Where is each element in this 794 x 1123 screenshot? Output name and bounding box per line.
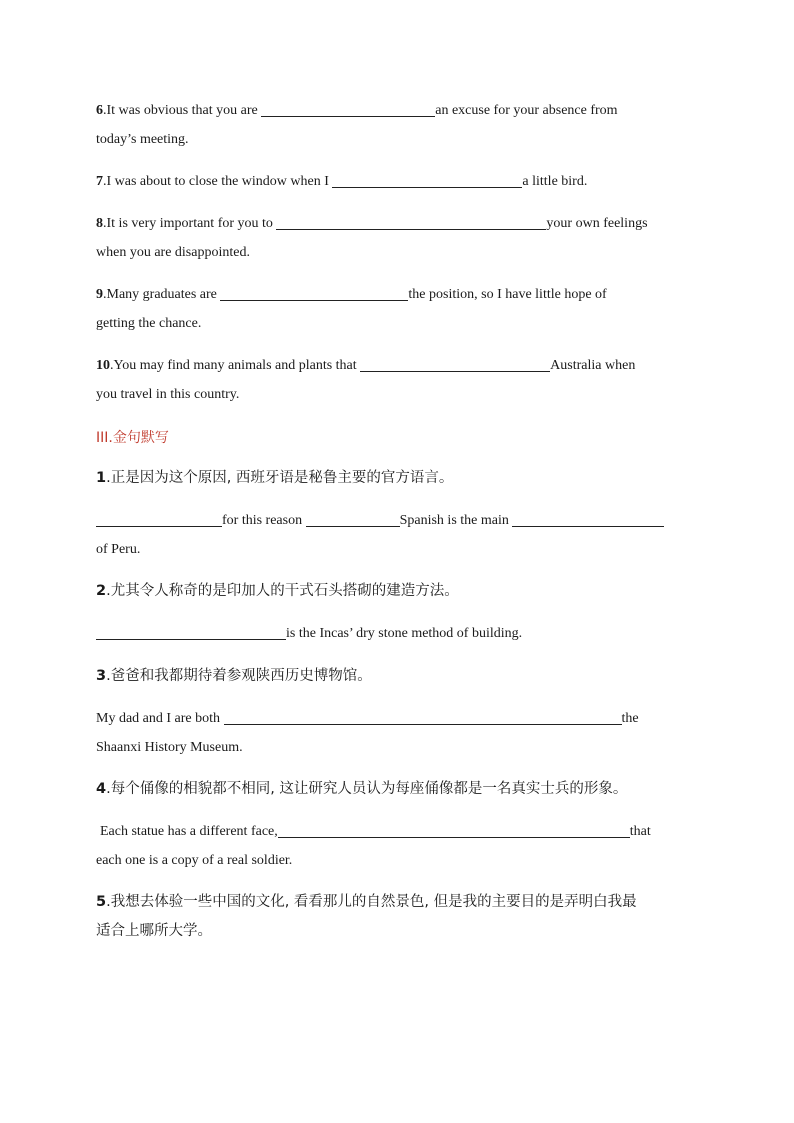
- answer-blank[interactable]: [278, 823, 630, 838]
- answer-text: of Peru.: [96, 542, 141, 557]
- question-9: [96, 286, 607, 304]
- sentence-5-prompt-cont: [96, 922, 212, 940]
- question-9-cont: [96, 315, 201, 333]
- section-title: III.金句默写: [96, 430, 169, 446]
- sentence-number: 1: [96, 470, 107, 486]
- question-text: .You may find many animals and plants that: [110, 358, 361, 373]
- chinese-prompt: .爸爸和我都期待着参观陕西历史博物馆。: [106, 668, 372, 684]
- question-8: [96, 215, 648, 233]
- answer-blank[interactable]: [224, 710, 622, 725]
- question-text: getting the chance.: [96, 316, 202, 331]
- chinese-prompt: .我想去体验一些中国的文化, 看看那儿的自然景色, 但是我的主要目的是弄明白我最: [106, 894, 637, 910]
- question-number: 7: [96, 174, 103, 189]
- chinese-prompt: .尤其令人称奇的是印加人的干式石头搭砌的建造方法。: [106, 583, 459, 599]
- question-text: .It was obvious that you are: [103, 103, 262, 118]
- answer-text: Shaanxi History Museum.: [96, 740, 243, 755]
- sentence-number: 2: [96, 583, 107, 599]
- sentence-number: 4: [96, 781, 107, 797]
- question-8-cont: [96, 244, 250, 262]
- answer-blank[interactable]: [96, 512, 222, 527]
- answer-text: that: [629, 824, 651, 839]
- answer-blank[interactable]: [261, 102, 435, 117]
- sentence-3-prompt: [96, 667, 372, 685]
- answer-text: is the Incas’ dry stone method of building.: [286, 626, 523, 641]
- sentence-1-answer-cont: [96, 541, 140, 559]
- sentence-number: 5: [96, 894, 107, 910]
- sentence-5-prompt: [96, 893, 637, 911]
- answer-blank[interactable]: [512, 512, 664, 527]
- question-text: .Many graduates are: [103, 287, 221, 302]
- question-number: 6: [96, 103, 103, 118]
- answer-text: Spanish is the main: [399, 513, 513, 528]
- sentence-3-answer: [96, 710, 639, 728]
- question-text: an excuse for your absence from: [435, 103, 618, 118]
- answer-text: for this reason: [222, 513, 306, 528]
- sentence-2-answer: [96, 625, 522, 643]
- question-text: .It is very important for you to: [103, 216, 277, 231]
- answer-text: Each statue has a different face,: [100, 824, 278, 839]
- answer-blank[interactable]: [360, 357, 550, 372]
- sentence-3-answer-cont: [96, 739, 243, 757]
- question-text: a little bird.: [522, 174, 588, 189]
- sentence-2-prompt: [96, 582, 459, 600]
- answer-blank[interactable]: [332, 173, 522, 188]
- question-7: [96, 173, 587, 191]
- answer-blank[interactable]: [306, 512, 400, 527]
- sentence-4-prompt: [96, 780, 627, 798]
- sentence-number: 3: [96, 668, 107, 684]
- question-number: 10: [96, 358, 110, 373]
- sentence-1-prompt: [96, 469, 453, 487]
- answer-text: My dad and I are both: [96, 711, 224, 726]
- sentence-4-answer: [100, 823, 651, 841]
- question-10-cont: [96, 386, 239, 404]
- answer-text: the: [621, 711, 639, 726]
- chinese-prompt: .正是因为这个原因, 西班牙语是秘鲁主要的官方语言。: [106, 470, 454, 486]
- question-number: 9: [96, 287, 103, 302]
- answer-text: each one is a copy of a real soldier.: [96, 853, 293, 868]
- question-text: .I was about to close the window when I: [103, 174, 333, 189]
- answer-blank[interactable]: [276, 215, 546, 230]
- question-6: [96, 102, 618, 120]
- question-text: today’s meeting.: [96, 132, 189, 147]
- question-6-cont: [96, 131, 189, 149]
- question-10: [96, 357, 635, 375]
- question-text: Australia when: [550, 358, 636, 373]
- question-text: you travel in this country.: [96, 387, 240, 402]
- chinese-prompt: .每个俑像的相貌都不相同, 这让研究人员认为每座俑像都是一名真实士兵的形象。: [106, 781, 628, 797]
- sentence-1-answer: [96, 512, 664, 530]
- chinese-prompt: 适合上哪所大学。: [96, 923, 212, 939]
- answer-blank[interactable]: [220, 286, 408, 301]
- question-text: when you are disappointed.: [96, 245, 250, 260]
- question-text: the position, so I have little hope of: [408, 287, 607, 302]
- sentence-4-answer-cont: [96, 852, 292, 870]
- question-number: 8: [96, 216, 103, 231]
- question-text: your own feelings: [546, 216, 648, 231]
- answer-blank[interactable]: [96, 625, 286, 640]
